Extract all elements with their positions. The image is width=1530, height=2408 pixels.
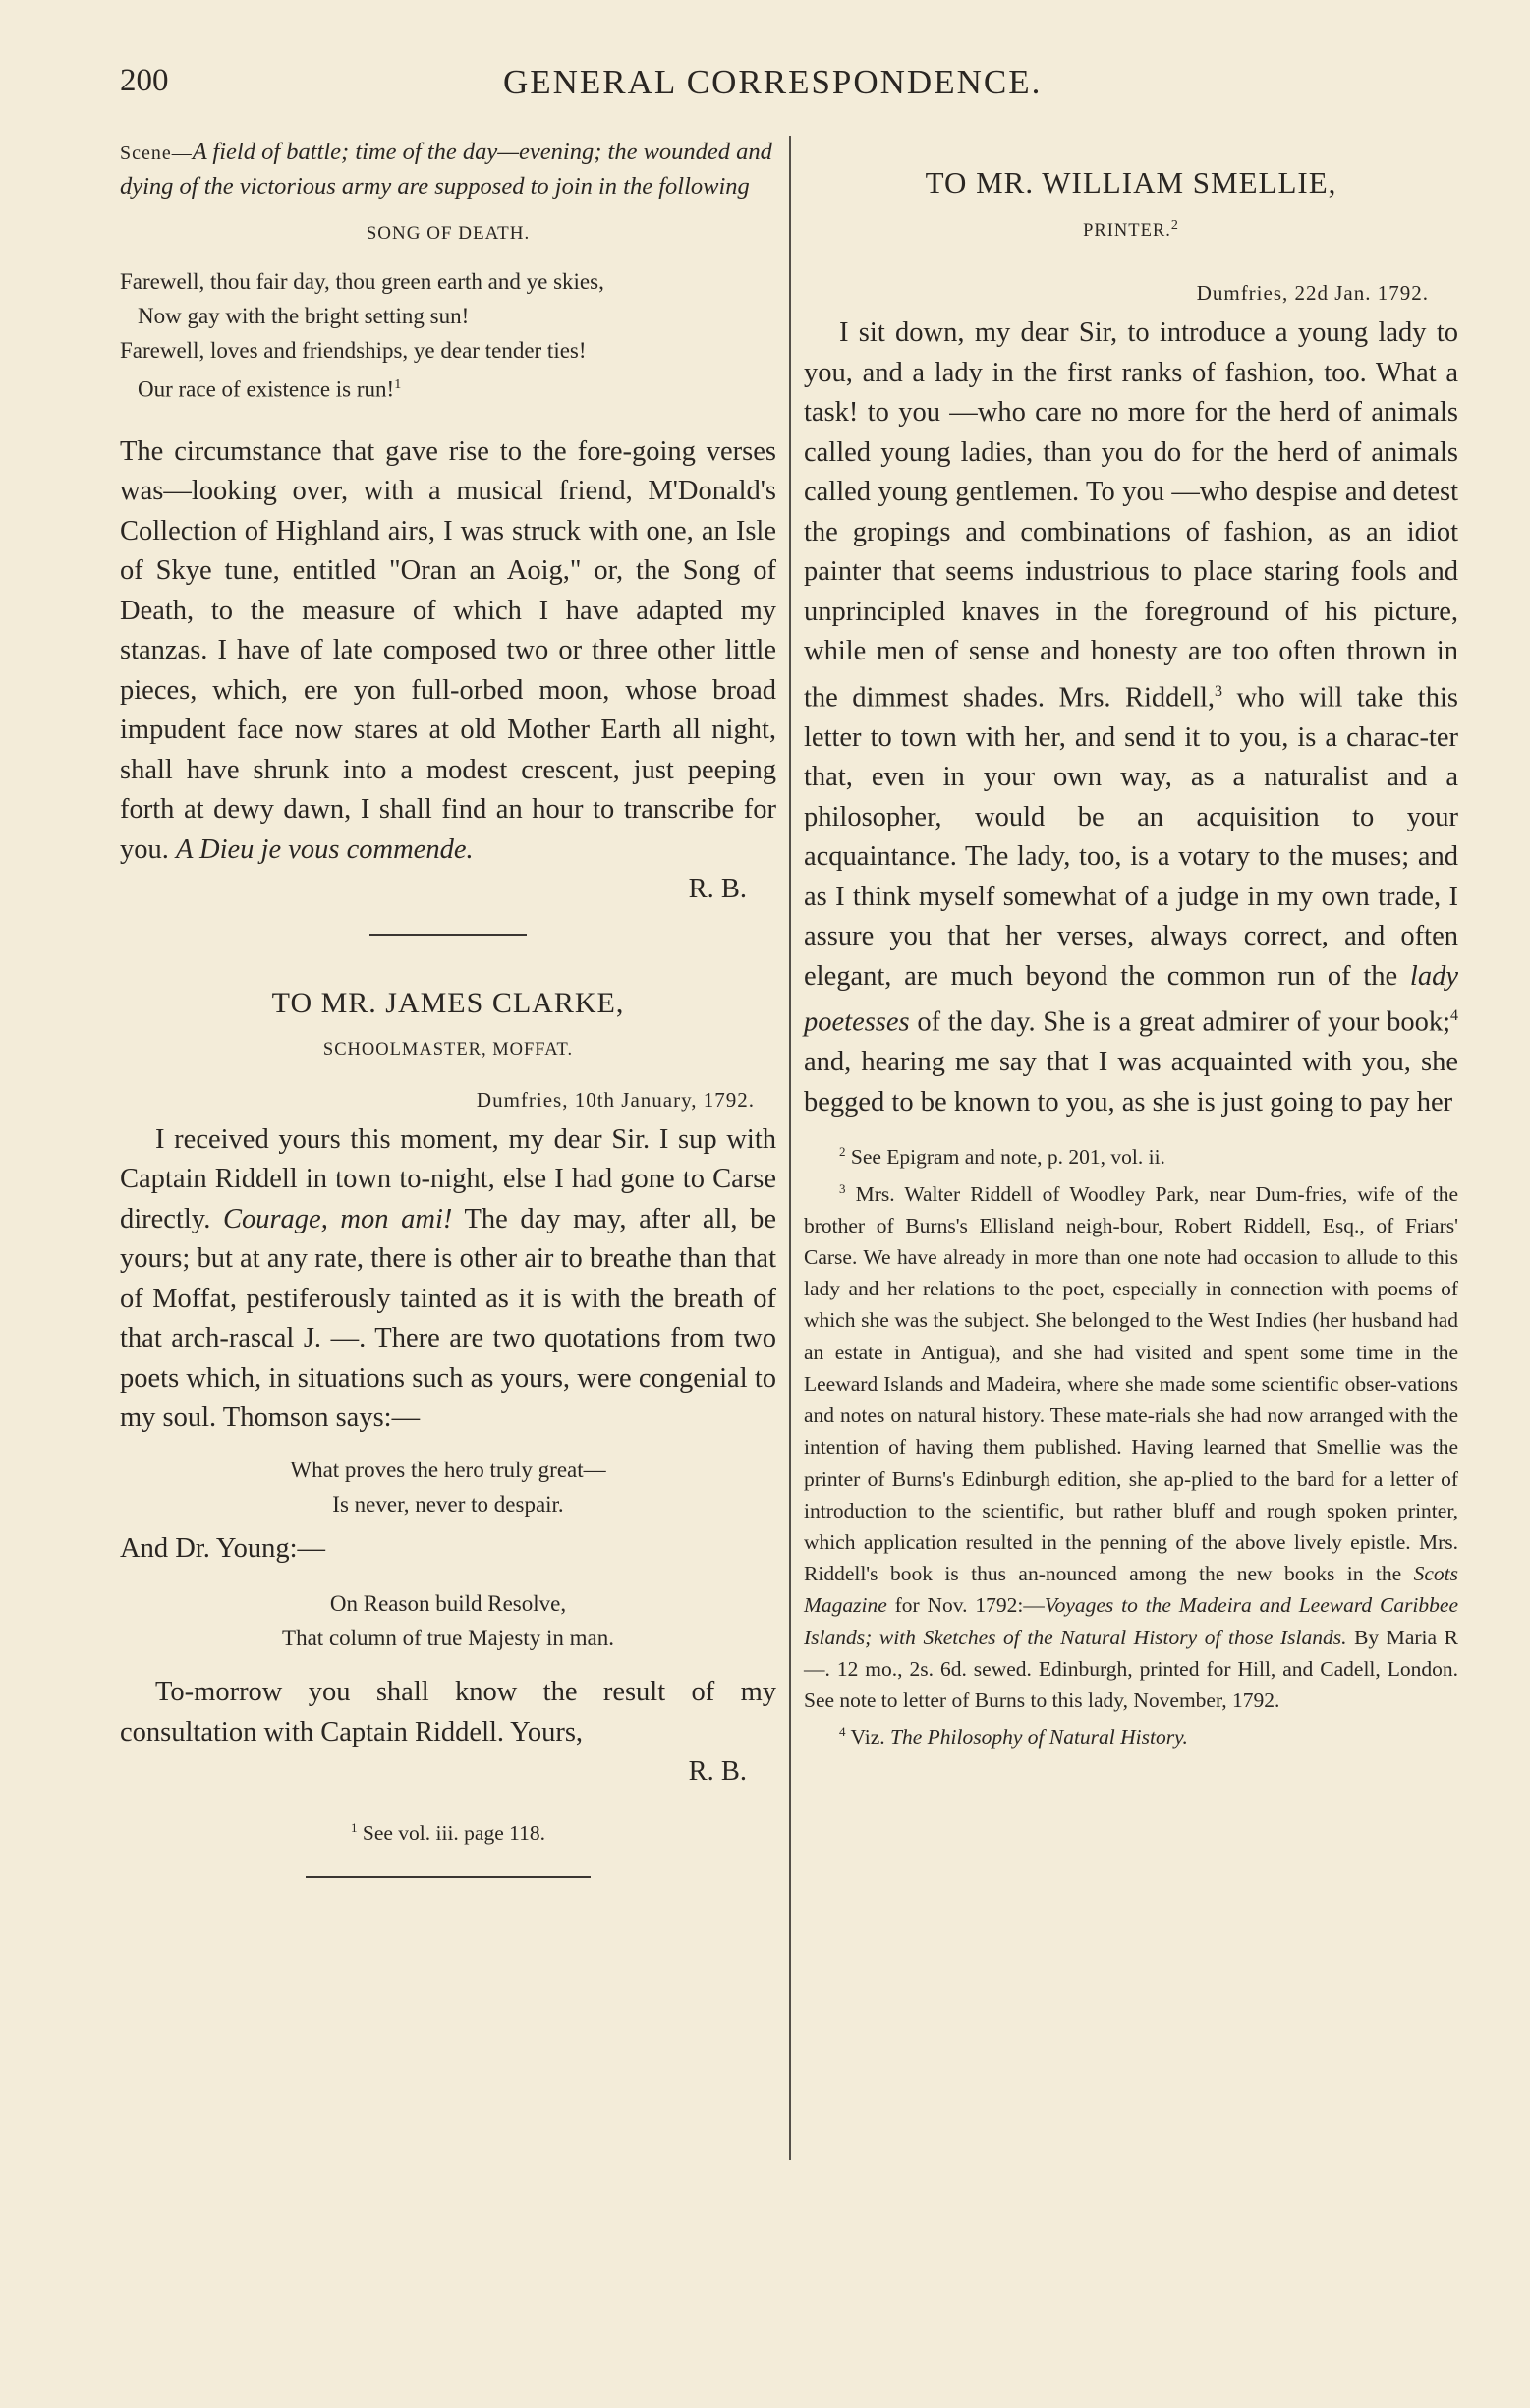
footnote-rule xyxy=(306,1876,591,1878)
scene-description: Scene—A field of battle; time of the day—evening; the wounded and dying of the victorious army are supposed to join in the following xyxy=(120,139,772,200)
right-column xyxy=(804,136,1458,1752)
letter-subheading: SCHOOLMASTER, MOFFAT. xyxy=(322,1039,574,1060)
footnote: $^1$ See vol. iii. page 118. xyxy=(351,1819,545,1845)
dateline: Dumfries, 22d Jan. 1792. xyxy=(1196,281,1429,306)
letter-subheading: PRINTER.$^2$ xyxy=(1083,218,1179,242)
footnote-mark: 1 xyxy=(351,1819,358,1835)
song-title: SONG OF DEATH. xyxy=(366,223,531,244)
footnote-ref: 4 xyxy=(1450,1007,1458,1025)
signature: R. B. xyxy=(688,874,747,905)
song-verse xyxy=(120,264,776,407)
dateline: Dumfries, 10th January, 1792. xyxy=(476,1087,755,1112)
footnote-3: $^3$ Mrs. Walter Riddell of Woodley Park, near Dum-fries, wife of the brother of Burns's Ellisland neigh-bour, Robert Riddell, Esq., of Friars' Carse. We have already in more than one note had occasion to allude to this lady and her relations to the poet, especially in connection with poems of which she was the subject. She belonged to the West Indies (her husband had an estate in Antigua), and she had visited and spent some time in the Leeward Islands and Madeira, where she made some scientific obser-vations and notes on natural history. These mate-rials she had now arranged with the intention of having them published. Having learned that Smellie was the printer of Burns's Edinburgh edition, she ap-plied to the bard for a letter of introduction to the scientific, but rather bluff and rough spoken printer, which application resulted in the penning of the above lively epistle. Mrs. Riddell's book is thus an-nounced among the new books in the Scots Magazine for Nov. 1792:—Voyages to the Madeira and Leeward Caribbee Islands; with Sketches of the Natural History of those Islands. By Maria R—. 12 mo., 2s. 6d. sewed. Edinburgh, printed for Hill, and Cadell, London. See note to letter of Burns to this lady, November, 1792. xyxy=(804,1180,1459,1712)
verse-line: Our race of existence is run!$^1$ xyxy=(138,376,402,402)
paragraph-letter: I received yours this moment, my dear Sir. I sup with Captain Riddell in town to-night, else I had gone to Carse directly. Courage, mon ami! The day may, after all, be yours; but at any rate, there is other air to breathe than that of Moffat, pestiferously tainted as it is with the breath of that arch-rascal J. —. There are two quotations from two poets which, in situations such as yours, were congenial to my soul. Thomson says:— xyxy=(120,1123,776,1434)
footnote-ref: 2 xyxy=(1170,218,1179,233)
column-divider xyxy=(789,136,791,2160)
section-rule xyxy=(369,934,527,936)
verse-line: Now gay with the bright setting sun! xyxy=(138,304,470,328)
paragraph-circumstance: The circumstance that gave rise to the fore-going verses was—looking over, with a musical friend, M'Donald's Collection of Highland airs, I was struck with one, an Isle of Skye tune, entitled "Oran an Aoig," or, the Song of Death, to the measure of which I have adapted my stanzas. I have of late composed two or three other little pieces, which, ere yon full-orbed moon, whose broad impudent face now stares at old Mother Earth all night, shall have shrunk into a modest crescent, just peeping forth at dewy dawn, I shall find an hour to transcribe for you. A Dieu je vous commende. xyxy=(120,435,776,865)
paragraph-tomorrow: To-morrow you shall know the result of my consultation with Captain Riddell. Yours, xyxy=(120,1677,776,1748)
young-intro: And Dr. Young:— xyxy=(120,1532,326,1564)
quote-young: On Reason build Resolve, That column of true Majesty in man. xyxy=(282,1591,614,1651)
signature: R. B. xyxy=(688,1756,747,1788)
verse-line: Farewell, loves and friendships, ye dear tender ties! xyxy=(120,338,587,363)
running-header xyxy=(120,63,1397,112)
footnote-ref: 1 xyxy=(394,377,402,392)
footnote-2: $^2$ See Epigram and note, p. 201, vol. ii. xyxy=(839,1144,1165,1170)
page-number: 200 xyxy=(120,63,169,98)
verse-line: Farewell, thou fair day, thou green earth and ye skies, xyxy=(120,269,604,294)
footnote-ref: 3 xyxy=(1215,682,1223,700)
paragraph-smellie: I sit down, my dear Sir, to introduce a young lady to you, and a lady in the first ranks of fashion, too. What a task! to you —who care no more for the herd of animals called young ladies, than you do for the herd of animals called young gentlemen. To you —who despise and detest the gropings and combinations of fashion, as an idiot painter that seems industrious to place staring fools and unprincipled knaves in the foreground of his picture, while men of sense and honesty are too often thrown in the dimmest shades. Mrs. Riddell,$^3$ who will take this letter to town with her, and send it to you, is a charac-ter that, even in your own way, as a naturalist and a philosopher, would be an acquisition to your acquaintance. The lady, too, is a votary to the muses; and as I think myself somewhat of a judge in my own trade, I assure you that her verses, always correct, and often elegant, are much beyond the common run of the lady poetesses of the day. She is a great admirer of your book;$^4$ and, hearing me say that I was acquainted with you, she begged to be known to you, as she is just going to pay her xyxy=(804,317,1458,1118)
left-column xyxy=(120,136,776,1878)
running-title: GENERAL CORRESPONDENCE. xyxy=(503,63,1043,101)
quote-thomson: What proves the hero truly great— Is never, never to despair. xyxy=(290,1457,606,1517)
letter-heading: TO MR. WILLIAM SMELLIE, xyxy=(925,165,1337,200)
footnotes xyxy=(804,1136,1458,1752)
footnote-4: $^4$ Viz. The Philosophy of Natural History. xyxy=(839,1724,1188,1749)
letter-heading: TO MR. JAMES CLARKE, xyxy=(271,986,625,1019)
